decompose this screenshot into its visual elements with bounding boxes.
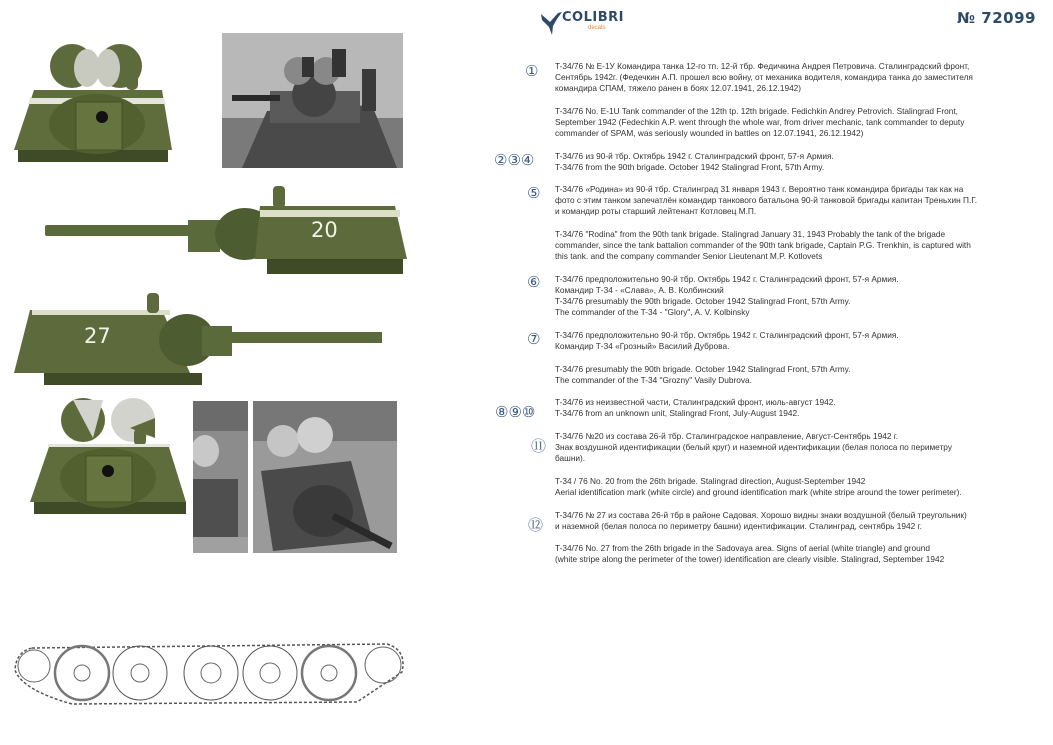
entry-2-4 — [555, 151, 834, 173]
entry-11-ru-line: Знак воздушной идентификации (белый круг) и наземной идентификации (белая полоса по периметру — [555, 442, 952, 452]
entry-11-en — [555, 476, 962, 498]
archive-photo-3 — [253, 401, 397, 553]
turret-number-27: 27 — [84, 324, 111, 348]
brand-name: COLIBRI — [562, 10, 624, 25]
entry-1-ru-line: T-34/76 № Е-1У Командира танка 12-го тп. 12-й тбр. Федичкина Андрея Петровича. Сталинградский фронт, — [555, 61, 970, 71]
entry-12-en-line: T-34/76 No. 27 from the 26th brigade in the Sadovaya area. Signs of aerial (white triangle) and ground — [555, 543, 930, 553]
marker-1: ① — [525, 62, 539, 80]
entry-8-10-ru: T-34/76 из неизвестной части, Сталинградский фронт, июль-август 1942. — [555, 397, 836, 407]
entry-6 — [555, 274, 899, 318]
entry-8-10-en: T-34/76 from an unknown unit, Stalingrad Front, July-August 1942. — [555, 408, 800, 418]
turret-front-view-1 — [12, 42, 177, 162]
entry-6-en-line: The commander of the T-34 - "Glory", A. V. Kolbinsky — [555, 307, 750, 317]
entry-8-10 — [555, 397, 836, 419]
entry-5-ru-line: T-34/76 «Родина» из 90-й тбр. Сталинград 31 января 1943 г. Вероятно танк командира бригады так как на — [555, 184, 964, 194]
entry-5-en-line: commander, since the tank battalion commander of the 90th tank brigade, Captain P.G. Trenkhin, is captured with — [555, 240, 971, 250]
entry-11-en-line: Aerial identification mark (white circle) and ground identification mark (white stripe around the tower perimeter). — [555, 487, 962, 497]
entry-11-ru-line: T-34/76 №20 из состава 26-й тбр. Сталинградское направление, Август-Сентябрь 1942 г. — [555, 431, 899, 441]
marker-12: ⑫ — [528, 516, 544, 534]
archive-photo-2 — [193, 401, 248, 553]
entry-6-en-line: T-34/76 presumably the 90th brigade. October 1942 Stalingrad Front, 57th Army. — [555, 296, 851, 306]
entry-7-ru-line: T-34/76 предположительно 90-й тбр. Октябрь 1942 г. Сталинградский фронт, 57-я Армия. — [555, 330, 899, 340]
marker-7: ⑦ — [527, 330, 541, 348]
entry-1-en-line: commander of SPAM, was seriously wounded in battles on 12.07.1941, 26.12.1942) — [555, 128, 864, 138]
marker-2-3-4: ②③④ — [494, 151, 535, 169]
colibri-logo — [540, 8, 650, 36]
entry-11-ru-line: башни). — [555, 453, 586, 463]
entry-1-en-line: September 1942 (Fedechkin A.P. went through the whole war, from driver mechanic, tank commander to deputy — [555, 117, 965, 127]
entry-12-ru-line: и наземной (белая полоса по периметру башни) идентификации. Сталинград, сентябрь 1942 г. — [555, 521, 922, 531]
marker-11: ⑪ — [531, 437, 547, 455]
entry-6-ru-line: T-34/76 предположительно 90-й тбр. Октябрь 1942 г. Сталинградский фронт, 57-я Армия. — [555, 274, 899, 284]
entry-1-en — [555, 106, 964, 139]
entry-12-en-line: (white stripe along the perimeter of the tower) identification are clearly visible. Stalingrad, September 1942 — [555, 554, 945, 564]
entry-2-4-en: T-34/76 from the 90th brigade. October 1942 Stalingrad Front, 57th Army. — [555, 162, 825, 172]
catalog-number: № 72099 — [957, 9, 1036, 27]
archive-photo-1 — [222, 33, 403, 168]
marker-6: ⑥ — [527, 273, 541, 291]
entry-5-en-line: T-34/76 "Rodina" from the 90th tank brigade. Stalingrad January 31, 1943 Probably the tank of the brigade — [555, 229, 946, 239]
entry-2-4-ru: T-34/76 из 90-й тбр. Октябрь 1942 г. Сталинградский фронт, 57-я Армия. — [555, 151, 834, 161]
entry-1-ru-line: Сентябрь 1942г. (Федечкин А.П. прошел всю войну, от механика водителя, командира танка до заместителя — [555, 72, 973, 82]
marker-8-9-10: ⑧⑨⑩ — [495, 403, 536, 421]
turret-side-view-27 — [12, 290, 382, 385]
brand-sub: decals — [588, 25, 606, 31]
entry-5-ru — [555, 184, 977, 217]
entry-12-en — [555, 543, 944, 565]
entry-7-ru-line: Командир Т-34 «Грозный» Василий Дуброва. — [555, 341, 730, 351]
entry-1-en-line: T-34/76 No. E-1U Tank commander of the 12th tp. 12th brigade. Fedichkin Andrey Petrovich. Stalingrad Front, — [555, 106, 958, 116]
entry-5-en-line: this tank. and the company commander Senior Lieutenant M.P. Kotlovets — [555, 251, 823, 261]
turret-number-20: 20 — [311, 218, 338, 242]
entry-7-ru — [555, 330, 899, 352]
entry-6-ru-line: Командир Т-34 - «Слава», А. В. Колбинский — [555, 285, 724, 295]
entry-5-ru-line: и командир роты старший лейтенант Котловец М.П. — [555, 206, 757, 216]
suspension-track-drawing — [12, 640, 407, 708]
entry-1-ru — [555, 61, 973, 94]
entry-7-en-line: The commander of the T-34 "Grozny" Vasily Dubrova. — [555, 375, 752, 385]
entry-12-ru-line: T-34/76 № 27 из состава 26-й тбр в районе Садовая. Хорошо видны знаки воздушной (белый треугольник) — [555, 510, 967, 520]
hummingbird-icon — [540, 10, 564, 36]
turret-front-view-2 — [28, 398, 193, 516]
marker-5: ⑤ — [527, 184, 541, 202]
entry-12-ru — [555, 510, 967, 532]
entry-1-ru-line: командира СПАМ, тяжело ранен в боях 12.07.1941, 26.12.1942) — [555, 83, 802, 93]
entry-7-en-line: T-34/76 presumably the 90th brigade. October 1942 Stalingrad Front, 57th Army. — [555, 364, 851, 374]
entry-5-en — [555, 229, 971, 262]
turret-side-view-20 — [45, 182, 415, 277]
entry-11-ru — [555, 431, 952, 464]
entry-11-en-line: T-34 / 76 No. 20 from the 26th brigade. Stalingrad direction, August-September 1942 — [555, 476, 866, 486]
entry-7-en — [555, 364, 850, 386]
entry-5-ru-line: фото с этим танком запечатлён командир танкового батальона 90-й танковой бригады капитан Треньхин П.Г. — [555, 195, 978, 205]
